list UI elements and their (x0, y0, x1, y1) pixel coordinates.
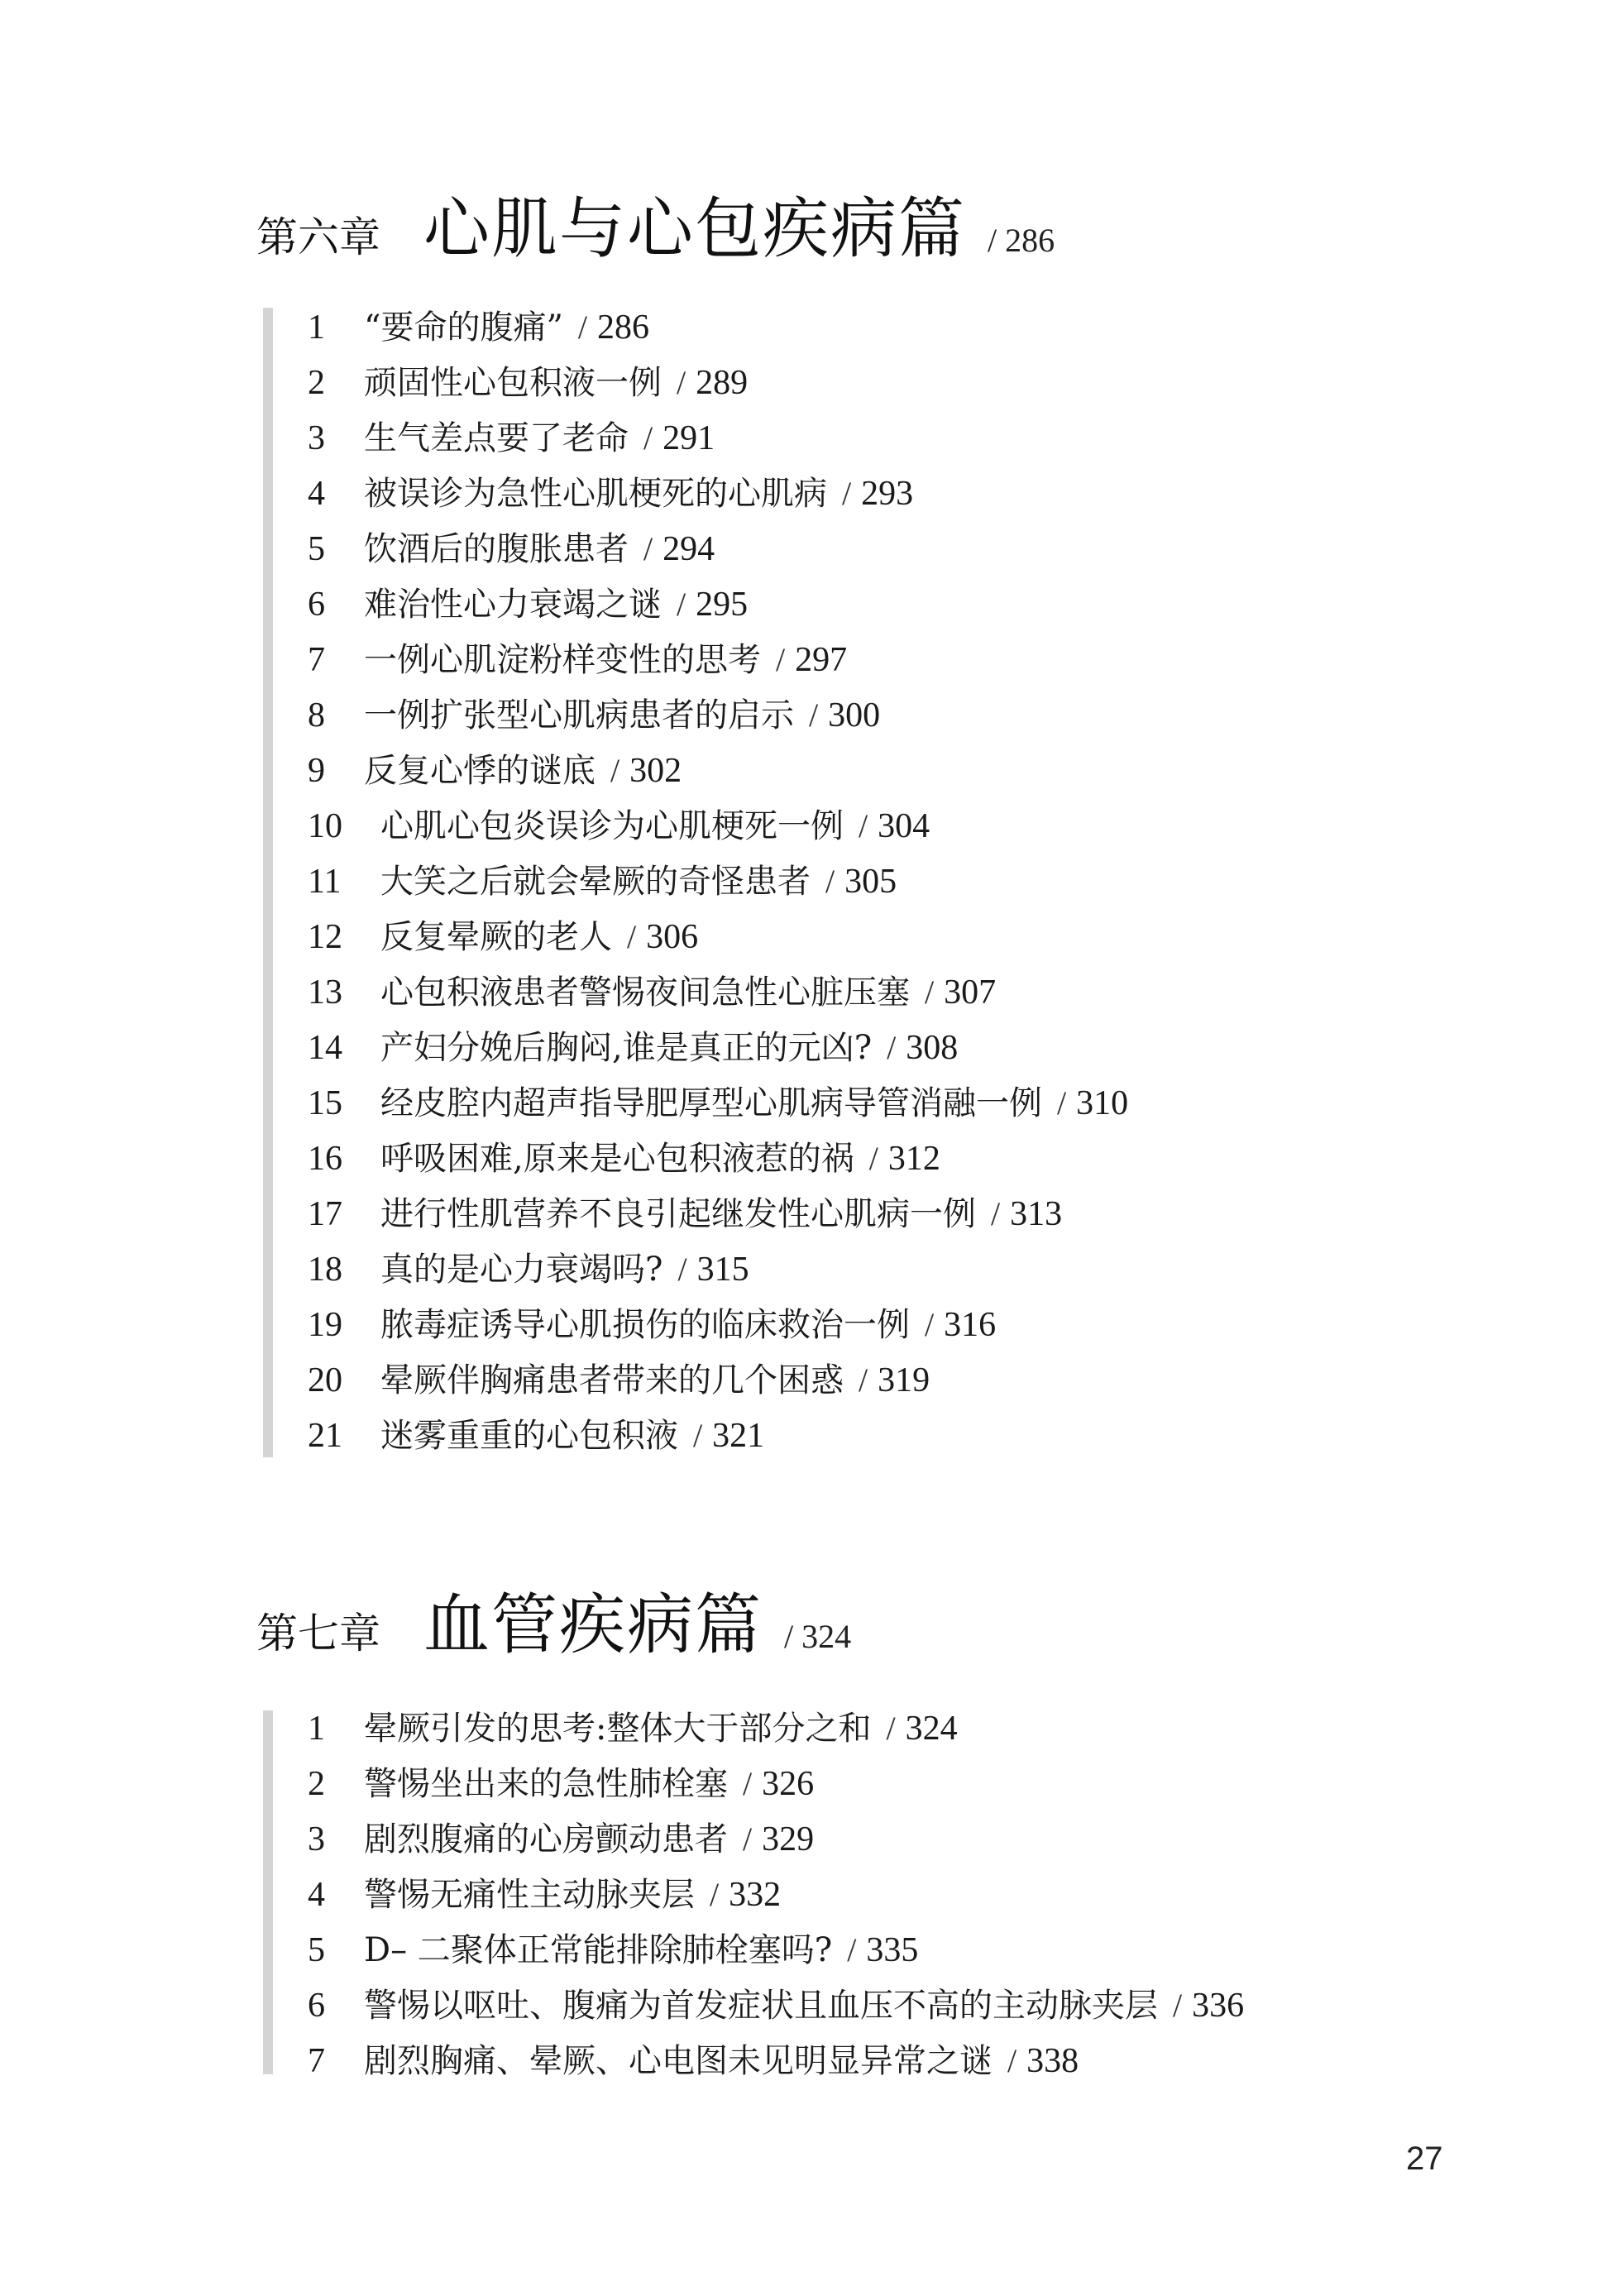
entry-page: 312 (887, 1140, 940, 1178)
entry-number: 3 (308, 419, 325, 457)
entry-title: 剧烈胸痛、晕厥、心电图未见明显异常之谜 (364, 2042, 993, 2080)
entry-title: 难治性心力衰竭之谜 (364, 586, 662, 624)
toc-entry (308, 1700, 1244, 1756)
toc-entry (308, 1922, 1244, 1978)
entry-separator: / (677, 1251, 687, 1288)
entry-page: 316 (944, 1306, 997, 1344)
entry-separator: / (776, 641, 786, 678)
chapter-label: 第七章 (256, 1610, 380, 1657)
entry-page: 332 (729, 1876, 782, 1914)
entry-number: 15 (308, 1084, 342, 1122)
toc-entry (308, 964, 1128, 1020)
entry-title: 反复晕厥的老人 (380, 918, 612, 956)
entry-title: 晕厥引发的思考:整体大于部分之和 (364, 1710, 872, 1748)
entry-page: 324 (905, 1710, 958, 1748)
entry-title: 晕厥伴胸痛患者带来的几个困惑 (380, 1361, 844, 1399)
entry-page: 310 (1076, 1084, 1129, 1122)
entry-number: 14 (308, 1029, 342, 1067)
entry-number: 19 (308, 1306, 342, 1344)
entry-title: “要命的腹痛” (364, 309, 563, 347)
entry-title: 心肌心包炎误诊为心肌梗死一例 (380, 807, 844, 845)
entry-number: 3 (308, 1820, 325, 1858)
entry-number: 7 (308, 641, 325, 679)
toc-entry (308, 1297, 1128, 1352)
toc-entry (308, 1978, 1244, 2033)
toc-entry (308, 2033, 1244, 2088)
entry-title: 脓毒症诱导心肌损伤的临床救治一例 (380, 1306, 910, 1344)
entry-number: 9 (308, 752, 325, 790)
entry-separator: / (868, 1140, 878, 1177)
entry-number: 8 (308, 696, 325, 734)
entry-number: 1 (308, 1710, 325, 1748)
entry-number: 20 (308, 1361, 342, 1399)
entry-page: 308 (906, 1029, 959, 1067)
entry-separator: / (627, 918, 637, 955)
entry-page: 329 (762, 1820, 815, 1858)
entry-separator: / (859, 807, 868, 844)
entry-page: 319 (878, 1361, 930, 1399)
entry-title: 剧烈腹痛的心房颤动患者 (364, 1820, 728, 1858)
chapter-label: 第六章 (256, 213, 380, 261)
entry-page: 313 (1010, 1195, 1063, 1233)
entry-number: 1 (308, 309, 325, 347)
entry-separator: / (886, 1710, 896, 1747)
toc-list (308, 299, 1128, 1463)
entry-number: 7 (308, 2042, 325, 2080)
entry-separator: / (809, 696, 819, 734)
chapter-heading (256, 175, 1055, 270)
entry-title: 产妇分娩后胸闷,谁是真正的元凶? (380, 1029, 873, 1067)
entry-title: D– 二聚体正常能排除肺栓塞吗? (364, 1931, 833, 1969)
chapter-page: / 286 (988, 222, 1055, 259)
entry-separator: / (859, 1361, 868, 1399)
entry-title: 大笑之后就会晕厥的奇怪患者 (380, 863, 811, 901)
entry-separator: / (743, 1765, 753, 1802)
toc-entry (308, 1075, 1128, 1131)
toc-entry (308, 1352, 1128, 1408)
chapter-page: / 324 (784, 1618, 852, 1655)
entry-separator: / (743, 1820, 753, 1858)
entry-title: 心包积液患者警惕夜间急性心脏压塞 (380, 973, 910, 1012)
entry-separator: / (991, 1195, 1001, 1232)
page-number: 27 (1406, 2141, 1443, 2177)
entry-page: 293 (861, 475, 914, 513)
toc-entry (308, 1186, 1128, 1241)
entry-page: 302 (629, 752, 682, 790)
entry-number: 2 (308, 364, 325, 402)
entry-title: 被误诊为急性心肌梗死的心肌病 (364, 475, 827, 513)
entry-page: 304 (878, 807, 930, 845)
entry-number: 16 (308, 1140, 342, 1178)
entry-number: 13 (308, 973, 342, 1012)
entry-title: 警惕坐出来的急性肺栓塞 (364, 1765, 728, 1803)
entry-page: 307 (944, 973, 997, 1012)
entry-title: 一例心肌淀粉样变性的思考 (364, 641, 761, 679)
entry-title: 经皮腔内超声指导肥厚型心肌病导管消融一例 (380, 1084, 1042, 1122)
entry-separator: / (577, 309, 588, 346)
entry-title: 饮酒后的腹胀患者 (364, 530, 629, 568)
entry-number: 6 (308, 1987, 325, 2025)
toc-side-bar (263, 308, 273, 1457)
entry-number: 11 (308, 863, 342, 901)
entry-title: 迷雾重重的心包积液 (380, 1417, 678, 1455)
entry-title: 真的是心力衰竭吗? (380, 1251, 663, 1289)
toc-entry (308, 410, 1128, 466)
entry-separator: / (677, 586, 686, 623)
entry-separator: / (842, 475, 852, 512)
entry-page: 326 (762, 1765, 815, 1803)
toc-entry (308, 466, 1128, 521)
entry-number: 17 (308, 1195, 342, 1233)
toc-entry (308, 1811, 1244, 1867)
entry-number: 5 (308, 530, 325, 568)
entry-separator: / (677, 364, 686, 401)
entry-separator: / (847, 1931, 857, 1968)
toc-entry (308, 743, 1128, 798)
toc-entry (308, 1241, 1128, 1297)
entry-page: 289 (696, 364, 749, 402)
entry-title: 警惕以呕吐、腹痛为首发症状且血压不高的主动脉夹层 (364, 1987, 1158, 2025)
chapter-heading (256, 1571, 851, 1667)
toc-entry (308, 798, 1128, 854)
entry-separator: / (1173, 1987, 1183, 2024)
entry-page: 297 (795, 641, 848, 679)
entry-separator: / (643, 530, 653, 567)
entry-number: 6 (308, 586, 325, 624)
entry-title: 生气差点要了老命 (364, 419, 629, 457)
entry-title: 一例扩张型心肌病患者的启示 (364, 696, 794, 734)
entry-separator: / (825, 863, 835, 900)
chapter-title: 血管疾病篇 (423, 1586, 763, 1663)
entry-separator: / (925, 973, 935, 1011)
toc-entry (308, 299, 1128, 355)
toc-entry (308, 576, 1128, 632)
toc-list (308, 1700, 1244, 2088)
entry-page: 338 (1026, 2042, 1079, 2080)
entry-page: 305 (844, 863, 897, 901)
toc-entry (308, 1020, 1128, 1075)
entry-page: 336 (1192, 1987, 1245, 2025)
toc-entry (308, 1867, 1244, 1922)
toc-entry (308, 632, 1128, 687)
entry-title: 顽固性心包积液一例 (364, 364, 662, 402)
entry-separator: / (610, 752, 620, 789)
toc-side-bar (263, 1710, 273, 2074)
entry-number: 4 (308, 1876, 325, 1914)
entry-number: 18 (308, 1251, 342, 1289)
entry-title: 呼吸困难,原来是心包积液惹的祸 (380, 1140, 854, 1178)
toc-entry (308, 854, 1128, 909)
entry-page: 321 (712, 1417, 765, 1455)
entry-separator: / (1007, 2042, 1017, 2079)
entry-title: 警惕无痛性主动脉夹层 (364, 1876, 695, 1914)
entry-number: 2 (308, 1765, 325, 1803)
toc-entry (308, 521, 1128, 576)
entry-number: 10 (308, 807, 342, 845)
entry-separator: / (710, 1876, 720, 1913)
toc-entry (308, 1756, 1244, 1811)
entry-page: 294 (662, 530, 715, 568)
entry-page: 306 (646, 918, 699, 956)
toc-entry (308, 909, 1128, 964)
entry-page: 300 (828, 696, 881, 734)
entry-page: 295 (696, 586, 749, 624)
entry-separator: / (887, 1029, 897, 1066)
entry-title: 反复心悸的谜底 (364, 752, 596, 790)
entry-number: 5 (308, 1931, 325, 1969)
entry-number: 4 (308, 475, 325, 513)
entry-separator: / (925, 1306, 935, 1343)
entry-number: 12 (308, 918, 342, 956)
entry-number: 21 (308, 1417, 342, 1455)
entry-page: 315 (696, 1251, 749, 1289)
toc-entry (308, 1408, 1128, 1463)
entry-page: 286 (597, 309, 650, 347)
entry-page: 291 (662, 419, 715, 457)
entry-separator: / (643, 419, 653, 457)
toc-entry (308, 687, 1128, 743)
toc-entry (308, 1131, 1128, 1186)
entry-page: 335 (866, 1931, 919, 1969)
entry-separator: / (1057, 1084, 1067, 1122)
entry-title: 进行性肌营养不良引起继发性心肌病一例 (380, 1195, 976, 1233)
entry-separator: / (693, 1417, 703, 1454)
chapter-title: 心肌与心包疾病篇 (423, 190, 966, 267)
toc-entry (308, 355, 1128, 410)
